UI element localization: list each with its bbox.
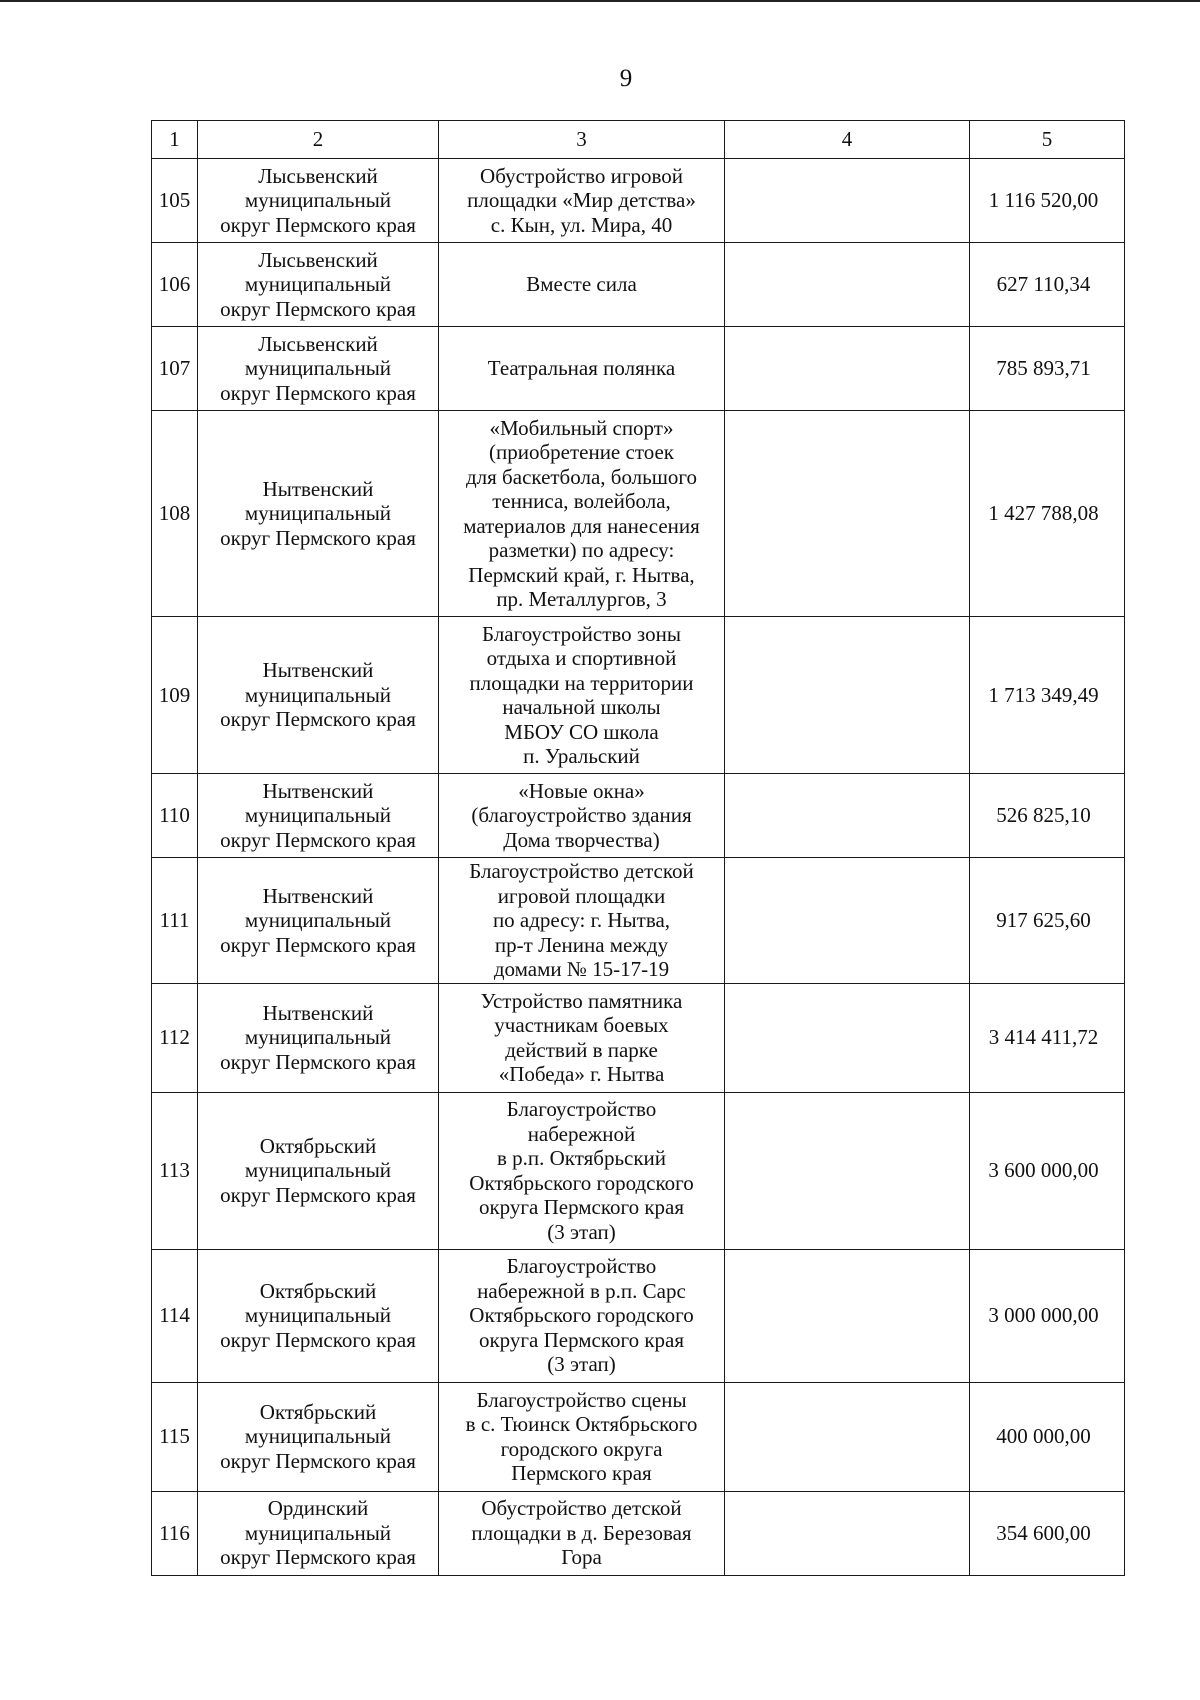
project-line: (приобретение стоек	[488, 440, 675, 464]
project-line: набережной	[527, 1121, 636, 1146]
amount-cell: 917 625,60	[970, 858, 1125, 984]
municipality-line: округ Пермского края	[220, 1545, 416, 1570]
project-line: «Победа» г. Нытва	[498, 1062, 665, 1086]
project-line: Обустройство детской	[481, 1496, 682, 1521]
municipality-cell	[198, 1382, 439, 1491]
municipality-line: муниципальный	[244, 1303, 392, 1328]
municipality-line: Ординский	[267, 1496, 369, 1521]
municipality-line: округ Пермского края	[220, 380, 416, 405]
project-cell	[439, 327, 725, 411]
project-cell	[439, 1249, 725, 1382]
table-row	[152, 1092, 1125, 1249]
column-header-4: 4	[725, 121, 970, 159]
project-line: Благоустройство	[506, 1254, 657, 1279]
project-line: «Мобильный спорт»	[489, 415, 674, 440]
municipality-cell	[198, 243, 439, 327]
municipality-line: Октябрьский	[259, 1399, 377, 1424]
municipality-cell	[198, 411, 439, 617]
project-line: Благоустройство зоны	[482, 621, 681, 646]
table-row	[152, 617, 1125, 774]
municipality-cell	[198, 1092, 439, 1249]
municipality-line: муниципальный	[244, 803, 392, 828]
table-body	[152, 159, 1125, 1576]
project-line: Благоустройство сцены	[476, 1387, 687, 1412]
project-cell	[439, 774, 725, 858]
municipality-line: Нытвенский	[262, 658, 374, 683]
project-line: площадки на территории	[469, 670, 694, 695]
project-line: в с. Тюинск Октябрьского	[465, 1412, 698, 1436]
municipality-cell	[198, 774, 439, 858]
municipality-cell	[198, 617, 439, 774]
amount-cell: 1 427 788,08	[970, 411, 1125, 617]
project-cell	[439, 159, 725, 243]
column-4-cell	[725, 243, 970, 327]
project-line: игровой площадки	[497, 883, 666, 908]
municipality-line: округ Пермского края	[220, 827, 416, 852]
project-line: с. Кын, ул. Мира, 40	[490, 212, 673, 237]
project-line: (3 этап)	[547, 1219, 616, 1244]
column-header-2: 2	[198, 121, 439, 159]
project-line: отдыха и спортивной	[486, 646, 677, 670]
project-line: Театральная полянка	[487, 356, 676, 381]
municipality-line: Нытвенский	[262, 476, 374, 501]
project-line: Обустройство игровой	[480, 163, 683, 188]
municipality-line: округ Пермского края	[220, 932, 416, 957]
project-line: разметки) по адресу:	[488, 538, 675, 562]
row-number-cell: 112	[152, 983, 198, 1092]
row-number-cell: 108	[152, 411, 198, 617]
municipality-line: муниципальный	[244, 682, 392, 707]
municipality-line: Нытвенский	[262, 1000, 374, 1025]
project-line: Гора	[561, 1545, 602, 1570]
municipality-line: Октябрьский	[259, 1278, 377, 1303]
table-header-row	[152, 121, 1125, 159]
municipality-cell	[198, 858, 439, 984]
project-line: Дома творчества)	[503, 827, 660, 852]
municipality-cell	[198, 159, 439, 243]
project-cell	[439, 617, 725, 774]
municipality-line: Лысьвенский	[258, 163, 378, 188]
municipality-line: муниципальный	[244, 1025, 392, 1050]
project-line: участникам боевых	[494, 1013, 669, 1037]
column-4-cell	[725, 411, 970, 617]
project-line: площадки «Мир детства»	[467, 188, 696, 213]
project-line: материалов для нанесения	[463, 513, 700, 538]
municipality-line: Лысьвенский	[258, 331, 378, 356]
municipality-line: Нытвенский	[262, 883, 374, 908]
amount-cell: 1 116 520,00	[970, 159, 1125, 243]
column-4-cell	[725, 1249, 970, 1382]
municipality-line: муниципальный	[244, 501, 392, 526]
amount-cell: 526 825,10	[970, 774, 1125, 858]
project-line: набережной в р.п. Сарс	[477, 1278, 686, 1303]
project-line: округа Пермского края	[478, 1327, 685, 1352]
municipality-line: муниципальный	[244, 272, 392, 297]
project-line: по адресу: г. Нытва,	[492, 908, 671, 932]
project-line: п. Уральский	[523, 744, 640, 768]
row-number-cell: 110	[152, 774, 198, 858]
amount-cell: 627 110,34	[970, 243, 1125, 327]
row-number-cell: 111	[152, 858, 198, 984]
amount-cell: 3 414 411,72	[970, 983, 1125, 1092]
column-4-cell	[725, 1092, 970, 1249]
municipality-line: муниципальный	[244, 1424, 392, 1449]
municipality-cell	[198, 1249, 439, 1382]
project-line: Благоустройство детской	[469, 859, 694, 883]
column-4-cell	[725, 774, 970, 858]
project-cell	[439, 858, 725, 984]
municipality-line: округ Пермского края	[220, 1327, 416, 1352]
amount-cell: 400 000,00	[970, 1382, 1125, 1491]
project-line: Пермский край, г. Нытва,	[468, 562, 695, 587]
row-number-cell: 107	[152, 327, 198, 411]
municipality-line: округ Пермского края	[220, 525, 416, 550]
project-line: тенниса, волейбола,	[492, 489, 671, 513]
table-row	[152, 1382, 1125, 1491]
column-4-cell	[725, 1491, 970, 1575]
page-top-edge	[0, 0, 1200, 2]
amount-cell: 1 713 349,49	[970, 617, 1125, 774]
municipality-line: муниципальный	[244, 356, 392, 381]
project-line: в р.п. Октябрьский	[496, 1146, 667, 1170]
project-line: округа Пермского края	[478, 1195, 685, 1219]
table-row	[152, 159, 1125, 243]
table-row	[152, 243, 1125, 327]
municipality-line: Октябрьский	[259, 1133, 377, 1158]
municipality-line: муниципальный	[244, 1158, 392, 1183]
table-row	[152, 411, 1125, 617]
municipality-line: округ Пермского края	[220, 707, 416, 732]
project-line: Пермского края	[511, 1461, 652, 1485]
row-number-cell: 116	[152, 1491, 198, 1575]
project-line: «Новые окна»	[518, 778, 645, 803]
row-number-cell: 114	[152, 1249, 198, 1382]
amount-cell: 785 893,71	[970, 327, 1125, 411]
project-line: пр-т Ленина между	[494, 932, 669, 957]
column-4-cell	[725, 327, 970, 411]
municipality-line: Лысьвенский	[258, 247, 378, 272]
page-number: 9	[619, 65, 633, 92]
project-cell	[439, 1491, 725, 1575]
project-cell	[439, 411, 725, 617]
project-line: Октябрьского городского	[469, 1170, 694, 1195]
municipality-line: округ Пермского края	[220, 1182, 416, 1207]
municipality-line: муниципальный	[244, 908, 392, 932]
project-line: для баскетбола, большого	[465, 464, 697, 489]
table-row	[152, 1491, 1125, 1575]
municipality-line: муниципальный	[244, 188, 392, 213]
table-row	[152, 858, 1125, 984]
project-line: действий в парке	[505, 1037, 658, 1062]
row-number-cell: 109	[152, 617, 198, 774]
column-header-5: 5	[970, 121, 1125, 159]
row-number-cell: 105	[152, 159, 198, 243]
municipality-line: муниципальный	[244, 1520, 392, 1545]
municipality-line: округ Пермского края	[220, 296, 416, 321]
column-header-1: 1	[152, 121, 198, 159]
project-cell	[439, 1092, 725, 1249]
project-line: (3 этап)	[547, 1352, 616, 1377]
column-4-cell	[725, 1382, 970, 1491]
project-line: начальной школы	[502, 695, 661, 719]
municipality-line: Нытвенский	[262, 778, 374, 803]
project-cell	[439, 1382, 725, 1491]
project-cell	[439, 243, 725, 327]
column-4-cell	[725, 159, 970, 243]
table-row	[152, 774, 1125, 858]
row-number-cell: 115	[152, 1382, 198, 1491]
column-4-cell	[725, 858, 970, 984]
table-row	[152, 1249, 1125, 1382]
project-line: (благоустройство здания	[471, 803, 692, 828]
project-line: МБОУ СО школа	[504, 719, 659, 744]
municipality-line: округ Пермского края	[220, 1049, 416, 1074]
projects-table	[151, 120, 1125, 1576]
table-row	[152, 983, 1125, 1092]
project-line: домами № 15-17-19	[493, 957, 670, 981]
column-4-cell	[725, 983, 970, 1092]
municipality-cell	[198, 983, 439, 1092]
project-line: Благоустройство	[506, 1097, 657, 1121]
project-line: Вместе сила	[526, 272, 637, 297]
amount-cell: 354 600,00	[970, 1491, 1125, 1575]
table-row	[152, 327, 1125, 411]
amount-cell: 3 000 000,00	[970, 1249, 1125, 1382]
project-line: Устройство памятника	[480, 988, 683, 1013]
municipality-line: округ Пермского края	[220, 212, 416, 237]
column-4-cell	[725, 617, 970, 774]
project-cell	[439, 983, 725, 1092]
amount-cell: 3 600 000,00	[970, 1092, 1125, 1249]
project-line: городского округа	[500, 1436, 663, 1461]
project-line: пр. Металлургов, 3	[496, 587, 667, 611]
municipality-cell	[198, 1491, 439, 1575]
municipality-cell	[198, 327, 439, 411]
row-number-cell: 113	[152, 1092, 198, 1249]
row-number-cell: 106	[152, 243, 198, 327]
column-header-3: 3	[439, 121, 725, 159]
municipality-line: округ Пермского края	[220, 1448, 416, 1473]
project-line: Октябрьского городского	[469, 1303, 694, 1328]
project-line: площадки в д. Березовая	[471, 1520, 692, 1545]
